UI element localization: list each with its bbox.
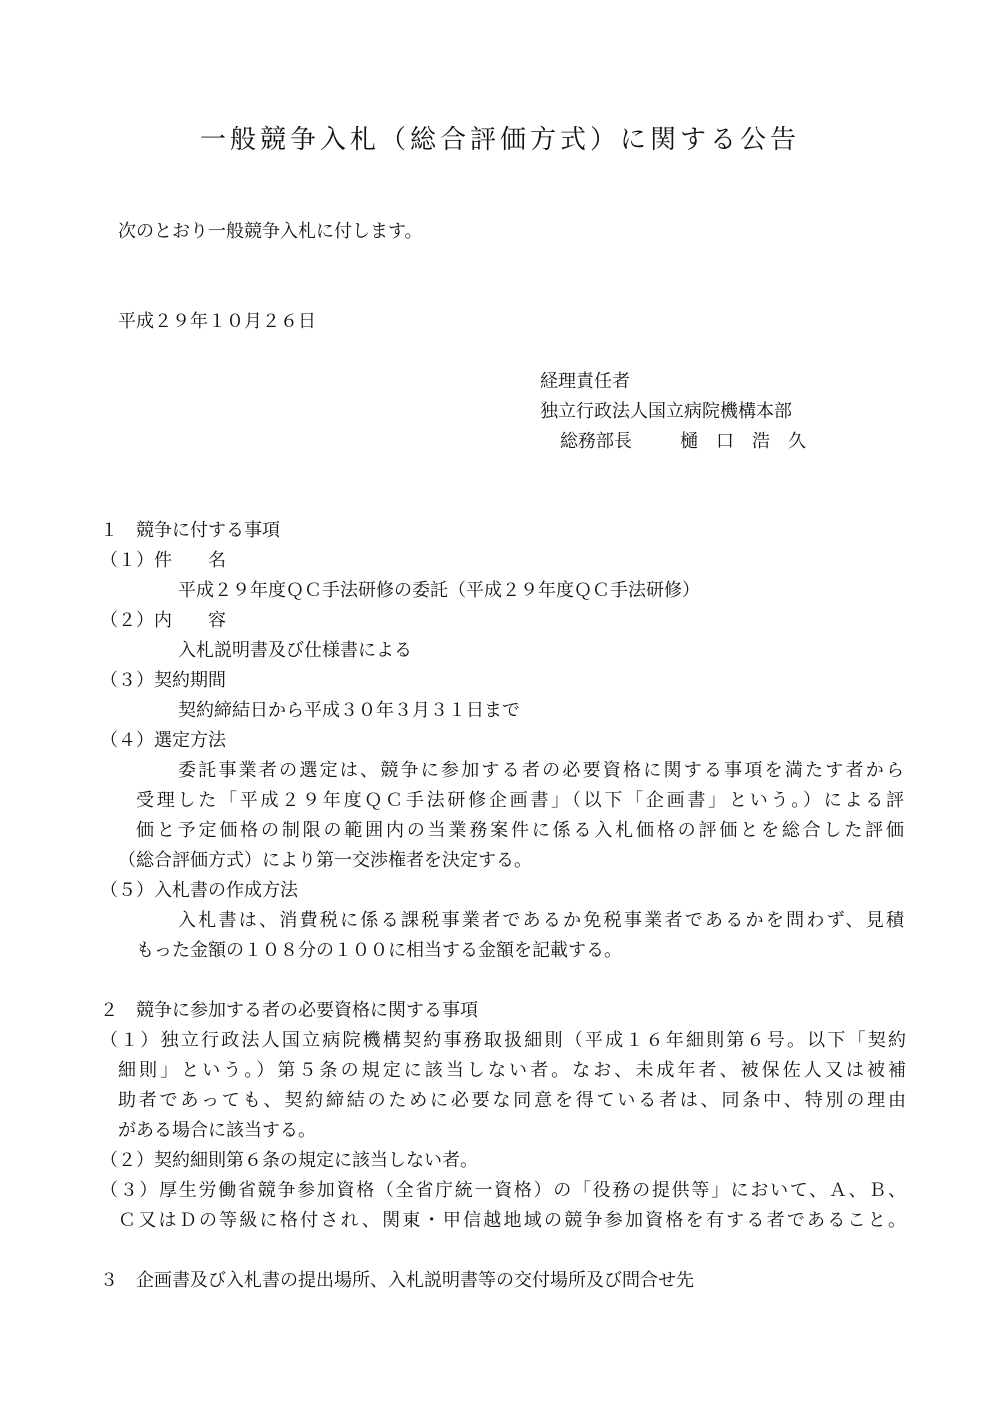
item-line: Ｃ又はＤの等級に格付され、関東・甲信越地域の競争参加資格を有する者であること。 [118, 1210, 906, 1231]
intro-text: 次のとおり一般競争入札に付します。 [118, 221, 423, 242]
item-body-line: 価と予定価格の制限の範囲内の当業務案件に係る入札価格の評価とを総合した評価 [136, 820, 904, 841]
item-body-line: （総合評価方式）により第一交渉権者を決定する。 [118, 850, 532, 871]
item-body-line: 受理した「平成２９年度ＱＣ手法研修企画書」（以下「企画書」という。）による評 [136, 790, 904, 811]
issuer-position: 総務部長 [560, 431, 632, 452]
issuer-name: 樋 口 浩 久 [680, 431, 806, 452]
item-label: （２）内 容 [100, 610, 226, 631]
item-line: 細則」という。）第５条の規定に該当しない者。なお、未成年者、被保佐人又は被補 [118, 1060, 906, 1081]
item-label: （１）件 名 [100, 550, 226, 571]
section-heading: ２ 競争に参加する者の必要資格に関する事項 [100, 1000, 478, 1021]
notice-title: 一般競争入札（総合評価方式）に関する公告 [199, 125, 800, 155]
section-heading: ３ 企画書及び入札書の提出場所、入札説明書等の交付場所及び問合せ先 [100, 1270, 694, 1291]
issuer-role: 経理責任者 [540, 371, 630, 392]
item-line: （３）厚生労働省競争参加資格（全省庁統一資格）の「役務の提供等」において、Ａ、Ｂ、 [100, 1180, 906, 1201]
item-label: （３）契約期間 [100, 670, 226, 691]
item-body-line: 委託事業者の選定は、競争に参加する者の必要資格に関する事項を満たす者から [178, 760, 904, 781]
item-line: がある場合に該当する。 [118, 1120, 316, 1141]
notice-date: 平成２９年１０月２６日 [118, 311, 316, 332]
item-line: （１）独立行政法人国立病院機構契約事務取扱細則（平成１６年細則第６号。以下「契約 [100, 1030, 906, 1051]
section-heading: １ 競争に付する事項 [100, 520, 280, 541]
item-line: （２）契約細則第６条の規定に該当しない者。 [100, 1150, 478, 1171]
issuer-org: 独立行政法人国立病院機構本部 [540, 401, 792, 422]
item-body-line: 入札説明書及び仕様書による [178, 640, 412, 661]
item-label: （５）入札書の作成方法 [100, 880, 298, 901]
item-body-line: 契約締結日から平成３０年３月３１日まで [178, 700, 520, 721]
item-body-line: 平成２９年度ＱＣ手法研修の委託（平成２９年度ＱＣ手法研修） [178, 580, 700, 601]
item-body-line: 入札書は、消費税に係る課税事業者であるか免税事業者であるかを問わず、見積 [178, 910, 904, 931]
item-line: 助者であっても、契約締結のために必要な同意を得ている者は、同条中、特別の理由 [118, 1090, 906, 1111]
item-label: （４）選定方法 [100, 730, 226, 751]
item-body-line: もった金額の１０８分の１００に相当する金額を記載する。 [136, 940, 622, 961]
